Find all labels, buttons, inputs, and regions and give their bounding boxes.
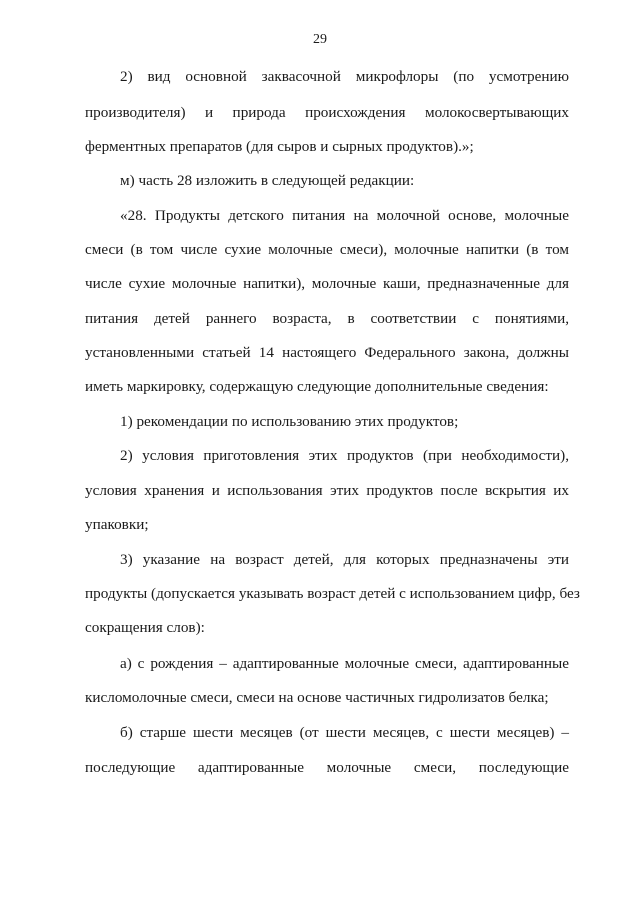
- text-line: питания детей раннего возраста, в соответствии с понятиями,: [85, 310, 569, 327]
- text-line: иметь маркировку, содержащую следующие дополнительные сведения:: [85, 378, 549, 395]
- text-line: ферментных препаратов (для сыров и сырных продуктов).»;: [85, 138, 474, 155]
- text-line: условия хранения и использования этих продуктов после вскрытия их: [85, 482, 569, 499]
- text-line: сокращения слов):: [85, 619, 205, 636]
- text-line: 2) вид основной заквасочной микрофлоры (по усмотрению: [120, 68, 569, 85]
- text-line: б) старше шести месяцев (от шести месяцев, с шести месяцев) –: [120, 724, 569, 741]
- text-line: кисломолочные смеси, смеси на основе частичных гидролизатов белка;: [85, 689, 549, 706]
- text-line: смеси (в том числе сухие молочные смеси), молочные напитки (в том: [85, 241, 569, 258]
- text-line: продукты (допускается указывать возраст детей с использованием цифр, без: [85, 585, 580, 602]
- text-line: «28. Продукты детского питания на молочной основе, молочные: [120, 207, 569, 224]
- text-line: упаковки;: [85, 516, 149, 533]
- text-line: 2) условия приготовления этих продуктов (при необходимости),: [120, 447, 569, 464]
- text-line: числе сухие молочные напитки), молочные каши, предназначенные для: [85, 275, 569, 292]
- text-line: 3) указание на возраст детей, для которых предназначены эти: [120, 551, 569, 568]
- text-line: 1) рекомендации по использованию этих продуктов;: [120, 413, 459, 430]
- text-line: а) с рождения – адаптированные молочные смеси, адаптированные: [120, 655, 569, 672]
- text-line: производителя) и природа происхождения молокосвертывающих: [85, 104, 569, 121]
- text-line: последующие адаптированные молочные смеси, последующие: [85, 759, 569, 776]
- text-line: м) часть 28 изложить в следующей редакции:: [120, 172, 415, 189]
- text-line: установленными статьей 14 настоящего Федерального закона, должны: [85, 344, 569, 361]
- page-number: 29: [313, 32, 327, 47]
